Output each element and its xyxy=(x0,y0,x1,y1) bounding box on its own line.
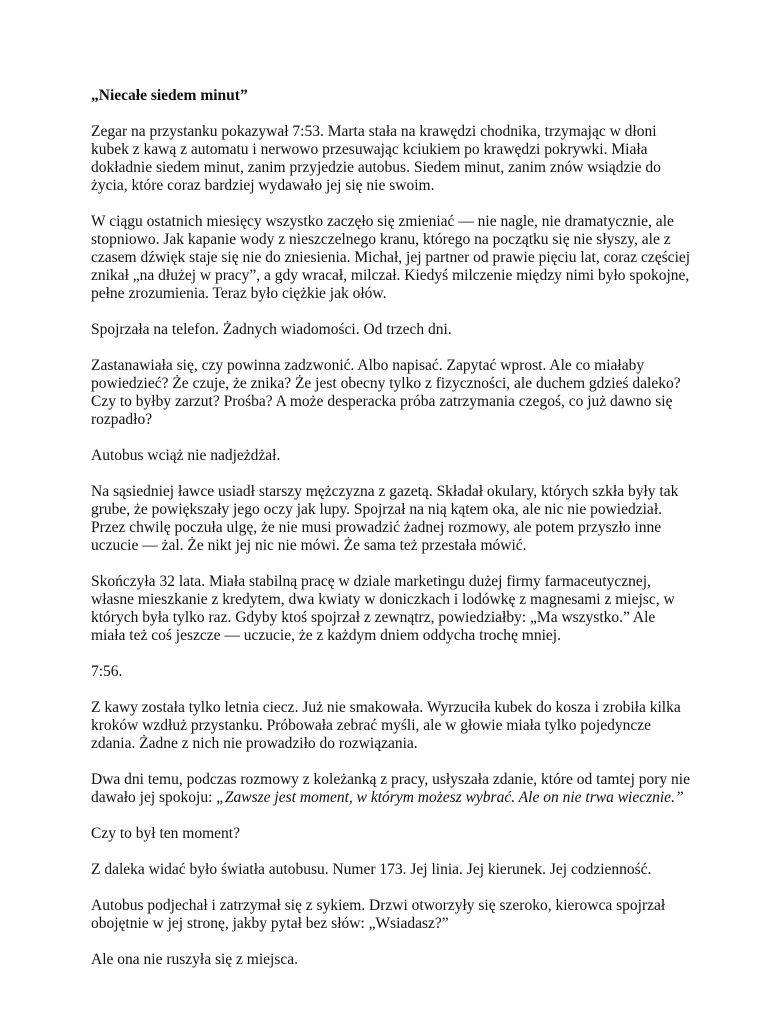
paragraph: Na sąsiedniej ławce usiadł starszy mężczyzna z gazetą. Składał okulary, których szkła były tak grube, że powiększały jego oczy jak lupy. Spojrzał na nią kątem oka, ale nic nie powiedział. Przez chwilę poczuła ulgę, że nie musi prowadzić żadnej rozmowy, ale potem przyszło inne uczucie — żal. Że nikt jej nic nie mówi. Że sama też przestała mówić. xyxy=(91,483,679,554)
document-title: „Niecałe siedem minut” xyxy=(91,87,248,104)
paragraph: Skończyła 32 lata. Miała stabilną pracę w dziale marketingu dużej firmy farmaceutycznej, własne mieszkanie z kredytem, dwa kwiaty w doniczkach i lodówkę z magnesami z miejsc, w których była tylko raz. Gdyby ktoś spojrzał z zewnątrz, powiedziałby: „Ma wszystko.” Ale miała też coś jeszcze — uczucie, że z każdym dniem oddycha trochę mniej. xyxy=(91,573,675,644)
document-body xyxy=(91,87,691,969)
paragraph: Zastanawiała się, czy powinna zadzwonić. Albo napisać. Zapytać wprost. Ale co miałaby powiedzieć? Że czuje, że znika? Że jest obecny tylko z fizyczności, ale duchem gdzieś daleko? Czy to byłby zarzut? Prośba? A może desperacka próba zatrzymania czegoś, co już dawno się rozpadło? xyxy=(91,357,681,428)
paragraph: W ciągu ostatnich miesięcy wszystko zaczęło się zmieniać — nie nagle, nie dramatycznie, ale stopniowo. Jak kapanie wody z nieszczelnego kranu, którego na początku się nie słyszy, ale z czasem dźwięk staje się nie do zniesienia. Michał, jej partner od prawie pięciu lat, coraz częściej znikał „na dłużej w pracy”, a gdy wracał, milczał. Kiedyś milczenie między nimi było spokojne, pełne zrozumienia. Teraz było ciężkie jak ołów. xyxy=(91,213,691,302)
paragraph: Czy to był ten moment? xyxy=(91,825,240,842)
paragraph: 7:56. xyxy=(91,663,123,680)
paragraph: Spojrzała na telefon. Żadnych wiadomości. Od trzech dni. xyxy=(91,321,452,338)
paragraph: Zegar na przystanku pokazywał 7:53. Marta stała na krawędzi chodnika, trzymając w dłoni kubek z kawą z automatu i nerwowo przesuwając kciukiem po krawędzi pokrywki. Miała dokładnie siedem minut, zanim przyjedzie autobus. Siedem minut, zanim znów wsiądzie do życia, które coraz bardziej wydawało jej się nie swoim. xyxy=(91,123,661,194)
quote-lead-text: Dwa dni temu, podczas rozmowy z koleżanką z pracy, usłyszała zdanie, które od tamtej pory nie dawało jej spokoju: xyxy=(91,771,690,806)
paragraph: Autobus wciąż nie nadjeżdżał. xyxy=(91,447,281,464)
paragraph: Ale ona nie ruszyła się z miejsca. xyxy=(91,951,299,968)
paragraph: Z kawy została tylko letnia ciecz. Już nie smakowała. Wyrzuciła kubek do kosza i zrobiła kilka kroków wzdłuż przystanku. Próbowała zebrać myśli, ale w głowie miała tylko pojedyncze zdania. Żadne z nich nie prowadziło do rozwiązania. xyxy=(91,699,681,752)
quote-paragraph xyxy=(91,771,691,807)
paragraph: Autobus podjechał i zatrzymał się z sykiem. Drzwi otworzyły się szeroko, kierowca spojrzał obojętnie w jej stronę, jakby pytał bez słów: „Wsiadasz?” xyxy=(91,897,666,932)
paragraph: Z daleka widać było światła autobusu. Numer 173. Jej linia. Jej kierunek. Jej codzienność. xyxy=(91,861,652,878)
italic-quote: „Zawsze jest moment, w którym możesz wybrać. Ale on nie trwa wiecznie.” xyxy=(216,789,684,806)
